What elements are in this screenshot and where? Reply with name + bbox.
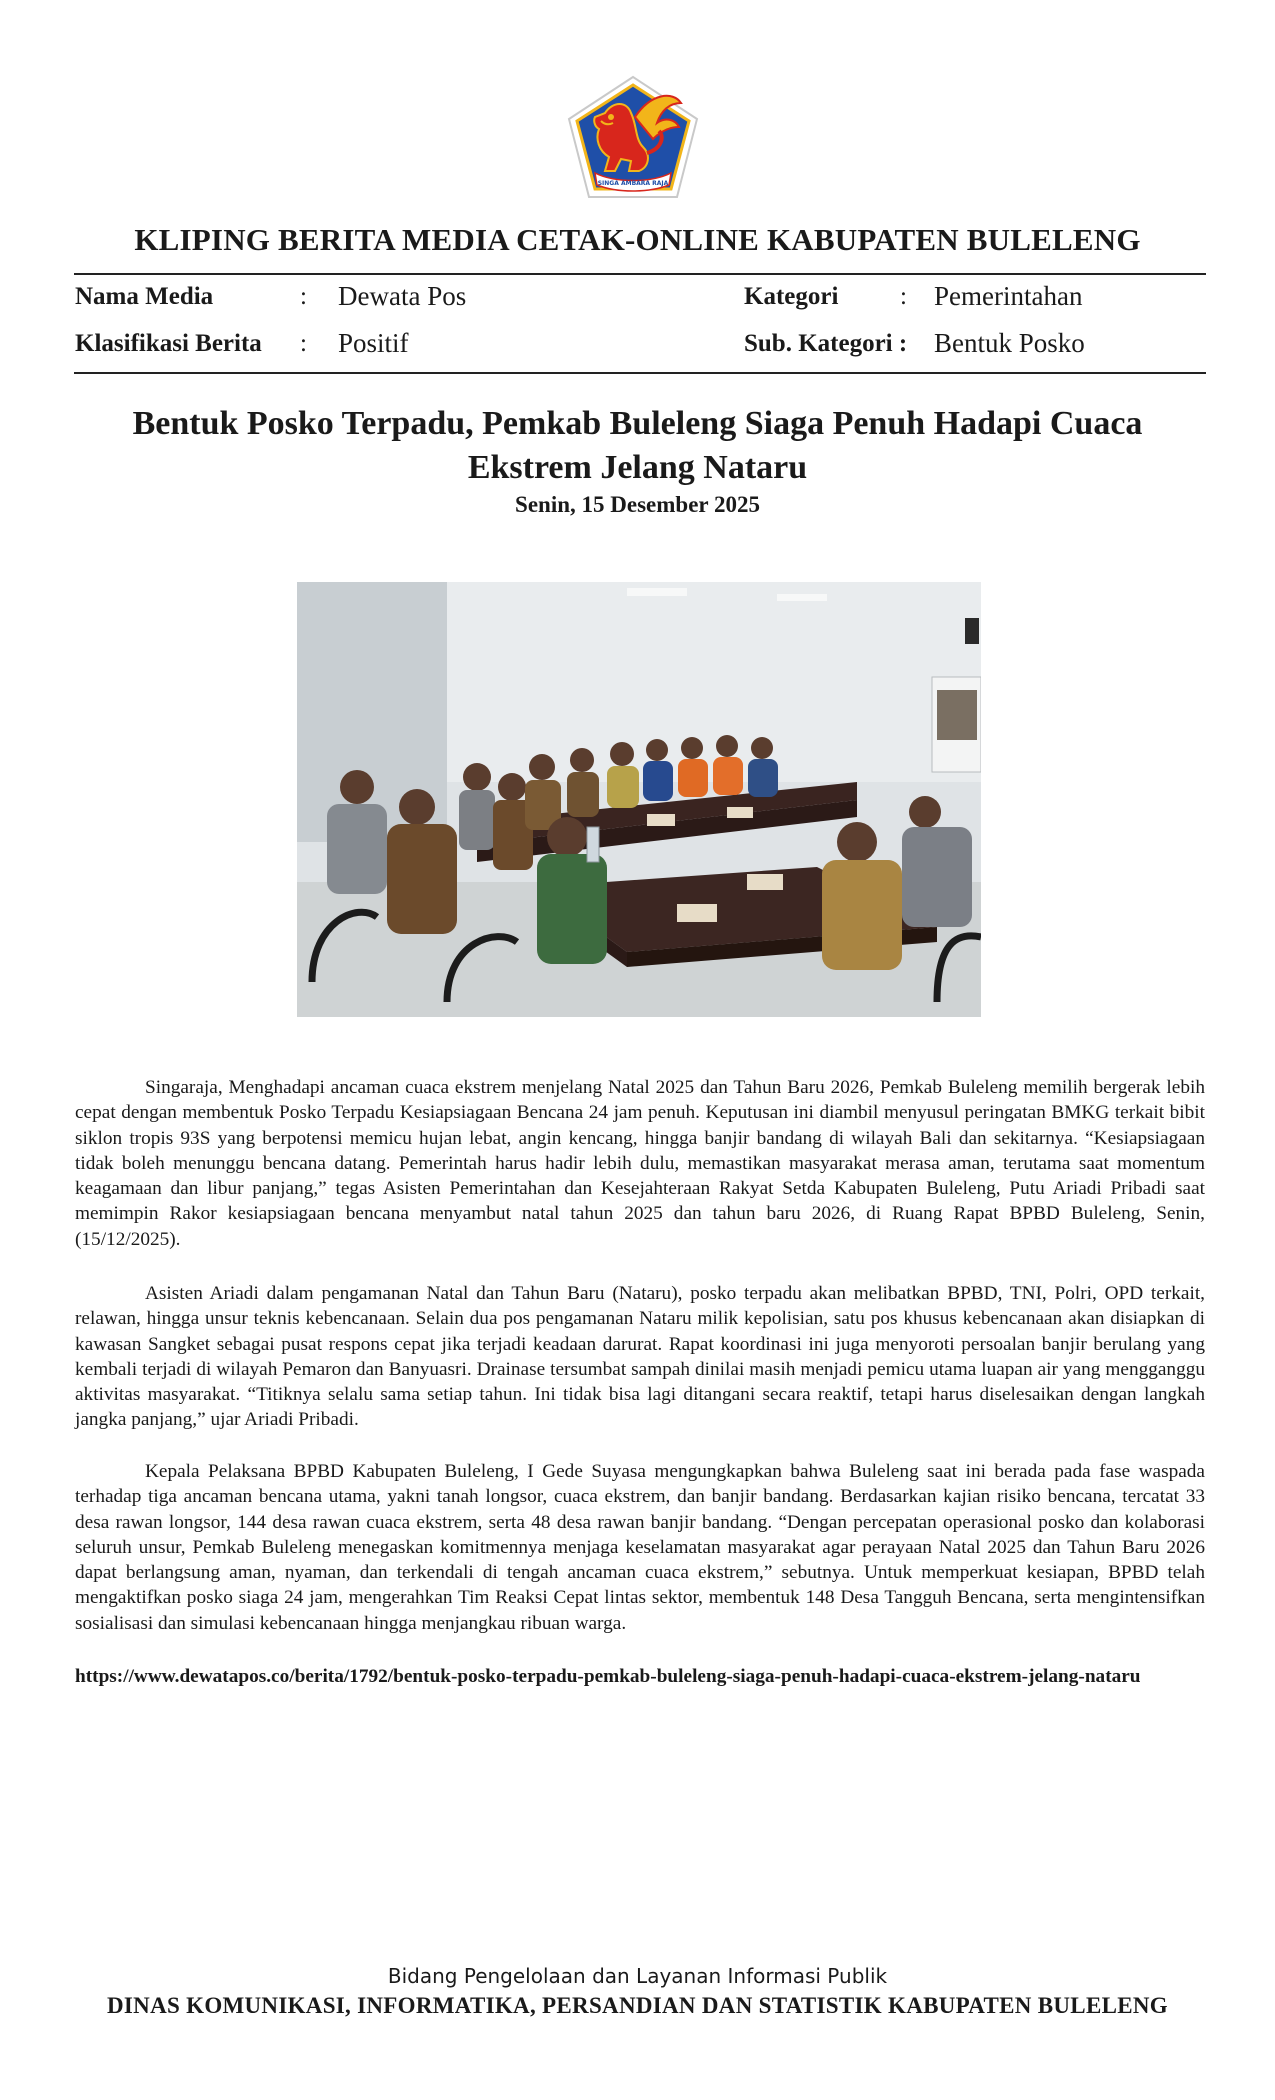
singa-ambara-raja-emblem-icon bbox=[565, 73, 701, 201]
clipping-header-title: KLIPING BERITA MEDIA CETAK-ONLINE KABUPATEN BULELENG bbox=[134, 222, 1141, 257]
header-bottom-rule bbox=[74, 372, 1206, 374]
article-paragraph-3 bbox=[75, 1459, 1205, 1636]
classification-value: Positif bbox=[338, 328, 409, 358]
paragraph-text: Asisten Ariadi dalam pengamanan Natal dan Tahun Baru (Nataru), posko terpadu akan melibatkan BPBD, TNI, Polri, OPD terkait, relawan, hingga unsur teknis kebencanaan. Selain dua pos pengamanan Nataru milik kepolisian, satu pos khusus kebencanaan akan disiapkan di kawasan Sangket sebagai pusat respons cepat jika terjadi keadaan darurat. Rapat koordinasi ini juga menyoroti persoalan banjir berulang yang kembali terjadi di wilayah Pemaron dan Banyuasri. Drainase tersumbat sampah dinilai masih menjadi pemicu utama luapan air yang mengganggu aktivitas masyarakat. “Titiknya selalu sama setiap tahun. Ini tidak bisa lagi ditangani secara reaktif, tetapi harus diselesaikan dengan langkah jangka panjang,” ujar Ariadi Pribadi. bbox=[75, 1283, 1205, 1431]
emblem-motto: SINGA AMBARA RAJA bbox=[597, 180, 669, 187]
media-value: Dewata Pos bbox=[338, 281, 467, 311]
paragraph-text: Singaraja, Menghadapi ancaman cuaca ekstrem menjelang Natal 2025 dan Tahun Baru 2026, Pemkab Buleleng memilih bergerak lebih cepat dengan membentuk Posko Terpadu Kesiapsiagaan Bencana 24 jam penuh. Keputusan ini diambil menyusul peringatan BMKG terkait bibit siklon tropis 93S yang berpotensi memicu hujan lebat, angin kencang, hingga banjir bandang di wilayah Bali dan sekitarnya. “Kesiapsiagaan tidak boleh menunggu bencana datang. Pemerintah harus hadir lebih dulu, memastikan masyarakat merasa aman, terutama saat momentum keagamaan dan libur panjang,” tegas Asisten Pemerintahan dan Kesejahteraan Rakyat Setda Kabupaten Buleleng, Putu Ariadi Pribadi saat memimpin Rakor kesiapsiagaan bencana menyambut natal tahun 2025 dan tahun baru 2026, di Ruang Rapat BPBD Buleleng, Senin, (15/12/2025). bbox=[75, 1077, 1205, 1250]
source-url-link[interactable]: https://www.dewatapos.co/berita/1792/bentuk-posko-terpadu-pemkab-buleleng-siaga-penuh-hadapi-cuaca-ekstrem-jelang-nataru bbox=[75, 1666, 1141, 1687]
article-paragraph-2 bbox=[75, 1281, 1205, 1433]
article-paragraph-1 bbox=[75, 1075, 1205, 1252]
meeting-photo-icon bbox=[297, 582, 981, 1017]
category-label: Kategori bbox=[744, 283, 839, 310]
footer-unit: Bidang Pengelolaan dan Layanan Informasi Publik bbox=[387, 1964, 888, 1988]
subcategory-value: Bentuk Posko bbox=[934, 328, 1085, 358]
paragraph-text: Kepala Pelaksana BPBD Kabupaten Buleleng, I Gede Suyasa mengungkapkan bahwa Buleleng saat ini berada pada fase waspada terhadap tiga ancaman bencana utama, yakni tanah longsor, cuaca ekstrem, dan banjir bandang. Berdasarkan kajian risiko bencana, tercatat 33 desa rawan longsor, 144 desa rawan cuaca ekstrem, serta 48 desa rawan banjir bandang. “Dengan percepatan operasional posko dan kolaborasi seluruh unsur, Pemkab Buleleng menegaskan komitmennya menjaga keselamatan masyarakat agar perayaan Natal 2025 dan Tahun Baru 2026 dapat berlangsung aman, nyaman, dan terkendali di tengah ancaman cuaca ekstrem,” sebutnya. Untuk memperkuat kesiapan, BPBD telah mengaktifkan posko siaga 24 jam, mengerahkan Tim Reaksi Cepat lintas sektor, membentuk 148 Desa Tangguh Bencana, serta mengintensifkan sosialisasi dan simulasi kebencanaan hingga menjangkau ribuan warga. bbox=[75, 1461, 1205, 1634]
classification-label: Klasifikasi Berita bbox=[75, 330, 262, 357]
footer-agency: DINAS KOMUNIKASI, INFORMATIKA, PERSANDIAN DAN STATISTIK KABUPATEN BULELENG bbox=[107, 1993, 1168, 2018]
classification-colon: : bbox=[300, 330, 307, 357]
category-colon: : bbox=[900, 283, 907, 310]
media-colon: : bbox=[300, 283, 307, 310]
article-title: Bentuk Posko Terpadu, Pemkab Buleleng Siaga Penuh Hadapi Cuaca Ekstrem Jelang Nataru bbox=[132, 405, 1143, 486]
subcategory-label: Sub. Kategori : bbox=[744, 330, 908, 357]
article-date: Senin, 15 Desember 2025 bbox=[515, 492, 760, 517]
media-label: Nama Media bbox=[75, 283, 214, 310]
category-value: Pemerintahan bbox=[934, 281, 1083, 311]
header-top-rule bbox=[74, 273, 1206, 275]
